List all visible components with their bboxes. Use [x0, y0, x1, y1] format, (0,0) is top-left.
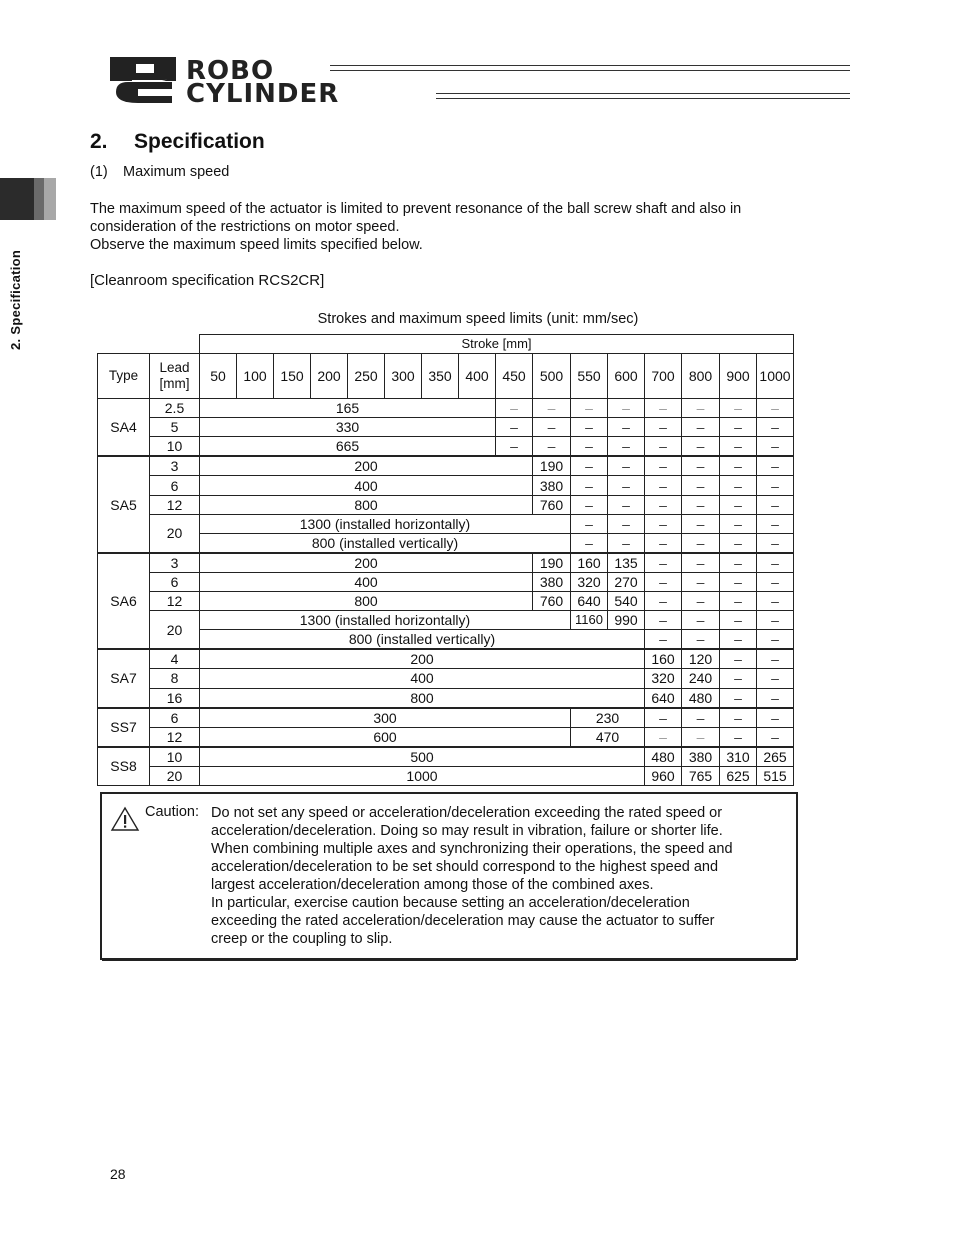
stroke-col: 50	[200, 354, 237, 399]
dash-cell: –	[645, 611, 682, 630]
table-header-row	[98, 354, 794, 399]
dash-cell: –	[720, 533, 757, 553]
dash-cell: –	[496, 437, 533, 457]
stroke-col: 400	[459, 354, 496, 399]
dash-cell: –	[682, 495, 720, 514]
speed-cell: 480	[682, 688, 720, 708]
dash-cell: –	[757, 399, 794, 418]
dash-cell: –	[720, 437, 757, 457]
header-rule-top	[330, 65, 850, 71]
table-row	[98, 533, 794, 553]
dash-cell: –	[757, 669, 794, 688]
caution-line: Do not set any speed or acceleration/deceleration exceeding the rated speed or	[211, 805, 723, 821]
speed-cell: 160	[645, 649, 682, 669]
lead-header: Lead [mm]	[150, 354, 200, 399]
type-cell: SA4	[98, 399, 150, 457]
stroke-col: 600	[608, 354, 645, 399]
speed-cell: 1000	[200, 766, 645, 785]
dash-cell: –	[720, 649, 757, 669]
speed-cell: 1160	[571, 611, 608, 630]
lead-cell: 20	[150, 766, 200, 785]
dash-cell: –	[682, 514, 720, 533]
dash-cell: –	[720, 495, 757, 514]
speed-cell: 640	[645, 688, 682, 708]
table-row	[98, 708, 794, 728]
dash-cell: –	[608, 456, 645, 476]
speed-cell: 200	[200, 456, 533, 476]
dash-cell: –	[608, 533, 645, 553]
dash-cell: –	[757, 476, 794, 495]
dash-cell: –	[645, 418, 682, 437]
speed-cell: 760	[533, 592, 571, 611]
speed-cell: 600	[200, 727, 571, 747]
stroke-col: 250	[348, 354, 385, 399]
caution-line: largest acceleration/deceleration among those of the combined axes.	[211, 877, 654, 893]
caution-box-double-rule	[102, 958, 796, 961]
speed-cell: 160	[571, 553, 608, 573]
speed-cell: 330	[200, 418, 496, 437]
dash-cell: –	[608, 495, 645, 514]
caution-text	[211, 804, 791, 948]
stroke-col: 500	[533, 354, 571, 399]
dash-cell: –	[757, 553, 794, 573]
lead-cell: 5	[150, 418, 200, 437]
stroke-col: 700	[645, 354, 682, 399]
dash-cell: –	[682, 533, 720, 553]
speed-note-cell: 1300 (installed horizontally)	[200, 514, 571, 533]
header-rule-bottom	[436, 93, 850, 99]
type-cell: SA7	[98, 649, 150, 707]
section-title: Specification	[134, 130, 265, 153]
table-row	[98, 418, 794, 437]
speed-limit-table	[97, 334, 794, 786]
stroke-col: 300	[385, 354, 422, 399]
lead-cell: 3	[150, 456, 200, 476]
table-row	[98, 688, 794, 708]
speed-cell: 310	[720, 747, 757, 767]
dash-cell: –	[757, 649, 794, 669]
intro-line-3: Observe the maximum speed limits specified below.	[90, 237, 423, 253]
dash-cell: –	[571, 514, 608, 533]
speed-cell: 200	[200, 553, 533, 573]
speed-cell: 320	[571, 572, 608, 591]
speed-cell: 760	[533, 495, 571, 514]
side-tab-label: 2. Specification	[8, 249, 23, 350]
dash-cell: –	[682, 456, 720, 476]
dash-cell: –	[645, 495, 682, 514]
dash-cell: –	[645, 399, 682, 418]
table-row	[98, 649, 794, 669]
speed-cell: 480	[645, 747, 682, 767]
section-heading	[90, 130, 265, 154]
speed-note-cell: 800 (installed vertically)	[200, 533, 571, 553]
dash-cell: –	[757, 572, 794, 591]
speed-cell: 200	[200, 649, 645, 669]
dash-cell: –	[757, 611, 794, 630]
lead-cell: 12	[150, 727, 200, 747]
dash-cell: –	[757, 514, 794, 533]
table-header-row-stroke	[98, 335, 794, 354]
dash-cell: –	[645, 727, 682, 747]
dash-cell: –	[720, 630, 757, 650]
speed-cell: 380	[682, 747, 720, 767]
dash-cell: –	[720, 572, 757, 591]
stroke-col: 350	[422, 354, 459, 399]
lead-cell: 20	[150, 611, 200, 650]
intro-line-2: consideration of the restrictions on motor speed.	[90, 219, 400, 235]
section-number: 2.	[90, 130, 108, 153]
svg-text:CYLINDER: CYLINDER	[186, 79, 340, 105]
caution-line: creep or the coupling to slip.	[211, 931, 393, 947]
speed-cell: 990	[608, 611, 645, 630]
type-cell: SA5	[98, 456, 150, 552]
lead-cell: 10	[150, 747, 200, 767]
dash-cell: –	[720, 669, 757, 688]
dash-cell: –	[645, 592, 682, 611]
stroke-col: 1000	[757, 354, 794, 399]
dash-cell: –	[757, 437, 794, 457]
dash-cell: –	[645, 456, 682, 476]
side-tab-block-light	[44, 178, 56, 220]
dash-cell: –	[571, 418, 608, 437]
lead-cell: 12	[150, 592, 200, 611]
lead-cell: 4	[150, 649, 200, 669]
speed-cell: 800	[200, 495, 533, 514]
speed-cell: 540	[608, 592, 645, 611]
speed-cell: 165	[200, 399, 496, 418]
dash-cell: –	[720, 708, 757, 728]
speed-cell: 270	[608, 572, 645, 591]
speed-cell: 400	[200, 476, 533, 495]
dash-cell: –	[757, 708, 794, 728]
speed-cell: 470	[571, 727, 645, 747]
dash-cell: –	[571, 476, 608, 495]
dash-cell: –	[533, 399, 571, 418]
table-row	[98, 611, 794, 630]
dash-cell: –	[533, 437, 571, 457]
dash-cell: –	[645, 553, 682, 573]
lead-cell: 16	[150, 688, 200, 708]
table-row	[98, 495, 794, 514]
dash-cell: –	[682, 611, 720, 630]
stroke-col: 150	[274, 354, 311, 399]
dash-cell: –	[645, 514, 682, 533]
dash-cell: –	[757, 456, 794, 476]
dash-cell: –	[682, 418, 720, 437]
speed-cell: 120	[682, 649, 720, 669]
dash-cell: –	[720, 727, 757, 747]
caution-line: In particular, exercise caution because setting an acceleration/deceleration	[211, 895, 690, 911]
table-title: Strokes and maximum speed limits (unit: mm/sec)	[317, 311, 639, 327]
table-row	[98, 766, 794, 785]
dash-cell: –	[571, 495, 608, 514]
warning-triangle-icon	[110, 806, 140, 832]
subsection-heading	[90, 164, 229, 180]
table-section-caption: [Cleanroom specification RCS2CR]	[90, 272, 325, 289]
dash-cell: –	[682, 630, 720, 650]
robo-cylinder-logo	[108, 55, 428, 105]
caution-label: Caution:	[145, 804, 200, 820]
dash-cell: –	[682, 727, 720, 747]
side-tab-block	[0, 178, 34, 220]
type-cell: SS7	[98, 708, 150, 747]
speed-note-cell: 800 (installed vertically)	[200, 630, 645, 650]
table-row	[98, 572, 794, 591]
speed-cell: 515	[757, 766, 794, 785]
type-header: Type	[98, 354, 150, 399]
lead-cell: 3	[150, 553, 200, 573]
dash-cell: –	[720, 553, 757, 573]
dash-cell: –	[682, 476, 720, 495]
speed-cell: 190	[533, 456, 571, 476]
dash-cell: –	[645, 630, 682, 650]
stroke-col: 200	[311, 354, 348, 399]
speed-cell: 500	[200, 747, 645, 767]
lead-cell: 10	[150, 437, 200, 457]
dash-cell: –	[571, 437, 608, 457]
stroke-col: 550	[571, 354, 608, 399]
dash-cell: –	[757, 495, 794, 514]
dash-cell: –	[682, 592, 720, 611]
speed-cell: 135	[608, 553, 645, 573]
speed-cell: 380	[533, 572, 571, 591]
dash-cell: –	[608, 514, 645, 533]
dash-cell: –	[682, 572, 720, 591]
table-row	[98, 727, 794, 747]
caution-line: acceleration/deceleration. Doing so may result in vibration, failure or shorter life.	[211, 823, 723, 839]
dash-cell: –	[757, 592, 794, 611]
speed-cell: 800	[200, 592, 533, 611]
speed-cell: 320	[645, 669, 682, 688]
speed-cell: 240	[682, 669, 720, 688]
dash-cell: –	[608, 399, 645, 418]
dash-cell: –	[720, 688, 757, 708]
table-row	[98, 399, 794, 418]
dash-cell: –	[720, 611, 757, 630]
dash-cell: –	[645, 708, 682, 728]
table-row	[98, 630, 794, 650]
dash-cell: –	[682, 553, 720, 573]
subsection-index: (1)	[90, 164, 108, 180]
speed-cell: 800	[200, 688, 645, 708]
intro-line-1: The maximum speed of the actuator is limited to prevent resonance of the ball screw shaft and also in	[90, 201, 742, 217]
dash-cell: –	[757, 630, 794, 650]
dash-cell: –	[720, 418, 757, 437]
speed-cell: 300	[200, 708, 571, 728]
lead-cell: 20	[150, 514, 200, 553]
dash-cell: –	[645, 476, 682, 495]
dash-cell: –	[496, 399, 533, 418]
table-row	[98, 437, 794, 457]
svg-text:ROBO: ROBO	[186, 56, 275, 86]
dash-cell: –	[720, 399, 757, 418]
table-row	[98, 747, 794, 767]
caution-line: When combining multiple axes and synchronizing their operations, the speed and	[211, 841, 733, 857]
lead-cell: 6	[150, 476, 200, 495]
lead-cell: 2.5	[150, 399, 200, 418]
dash-cell: –	[571, 399, 608, 418]
speed-cell: 400	[200, 572, 533, 591]
speed-cell: 400	[200, 669, 645, 688]
page-number: 28	[110, 1166, 126, 1182]
dash-cell: –	[720, 456, 757, 476]
dash-cell: –	[682, 437, 720, 457]
dash-cell: –	[720, 476, 757, 495]
dash-cell: –	[682, 708, 720, 728]
table-row	[98, 669, 794, 688]
dash-cell: –	[645, 572, 682, 591]
speed-cell: 765	[682, 766, 720, 785]
dash-cell: –	[571, 533, 608, 553]
stroke-col: 900	[720, 354, 757, 399]
caution-line: acceleration/deceleration to be set should correspond to the highest speed and	[211, 859, 719, 875]
stroke-col: 100	[237, 354, 274, 399]
subsection-title: Maximum speed	[123, 164, 230, 180]
dash-cell: –	[608, 476, 645, 495]
speed-cell: 625	[720, 766, 757, 785]
stroke-header: Stroke [mm]	[200, 335, 794, 354]
dash-cell: –	[720, 514, 757, 533]
dash-cell: –	[682, 399, 720, 418]
speed-cell: 230	[571, 708, 645, 728]
dash-cell: –	[608, 437, 645, 457]
table-row	[98, 514, 794, 533]
speed-cell: 665	[200, 437, 496, 457]
lead-cell: 6	[150, 708, 200, 728]
stroke-col: 800	[682, 354, 720, 399]
stroke-col: 450	[496, 354, 533, 399]
table-row	[98, 592, 794, 611]
dash-cell: –	[757, 688, 794, 708]
dash-cell: –	[496, 418, 533, 437]
caution-line: exceeding the rated acceleration/deceleration may cause the actuator to suffer	[211, 913, 715, 929]
speed-cell: 640	[571, 592, 608, 611]
dash-cell: –	[533, 418, 571, 437]
side-tab-block-mid	[34, 178, 44, 220]
type-cell: SA6	[98, 553, 150, 649]
lead-cell: 12	[150, 495, 200, 514]
speed-cell: 265	[757, 747, 794, 767]
dash-cell: –	[645, 533, 682, 553]
dash-cell: –	[645, 437, 682, 457]
table-row	[98, 476, 794, 495]
dash-cell: –	[757, 418, 794, 437]
speed-cell: 380	[533, 476, 571, 495]
dash-cell: –	[571, 456, 608, 476]
table-row	[98, 456, 794, 476]
lead-cell: 8	[150, 669, 200, 688]
dash-cell: –	[608, 418, 645, 437]
speed-cell: 960	[645, 766, 682, 785]
table-row	[98, 553, 794, 573]
speed-note-cell: 1300 (installed horizontally)	[200, 611, 571, 630]
dash-cell: –	[757, 533, 794, 553]
speed-cell: 190	[533, 553, 571, 573]
dash-cell: –	[720, 592, 757, 611]
dash-cell: –	[757, 727, 794, 747]
lead-cell: 6	[150, 572, 200, 591]
type-cell: SS8	[98, 747, 150, 786]
